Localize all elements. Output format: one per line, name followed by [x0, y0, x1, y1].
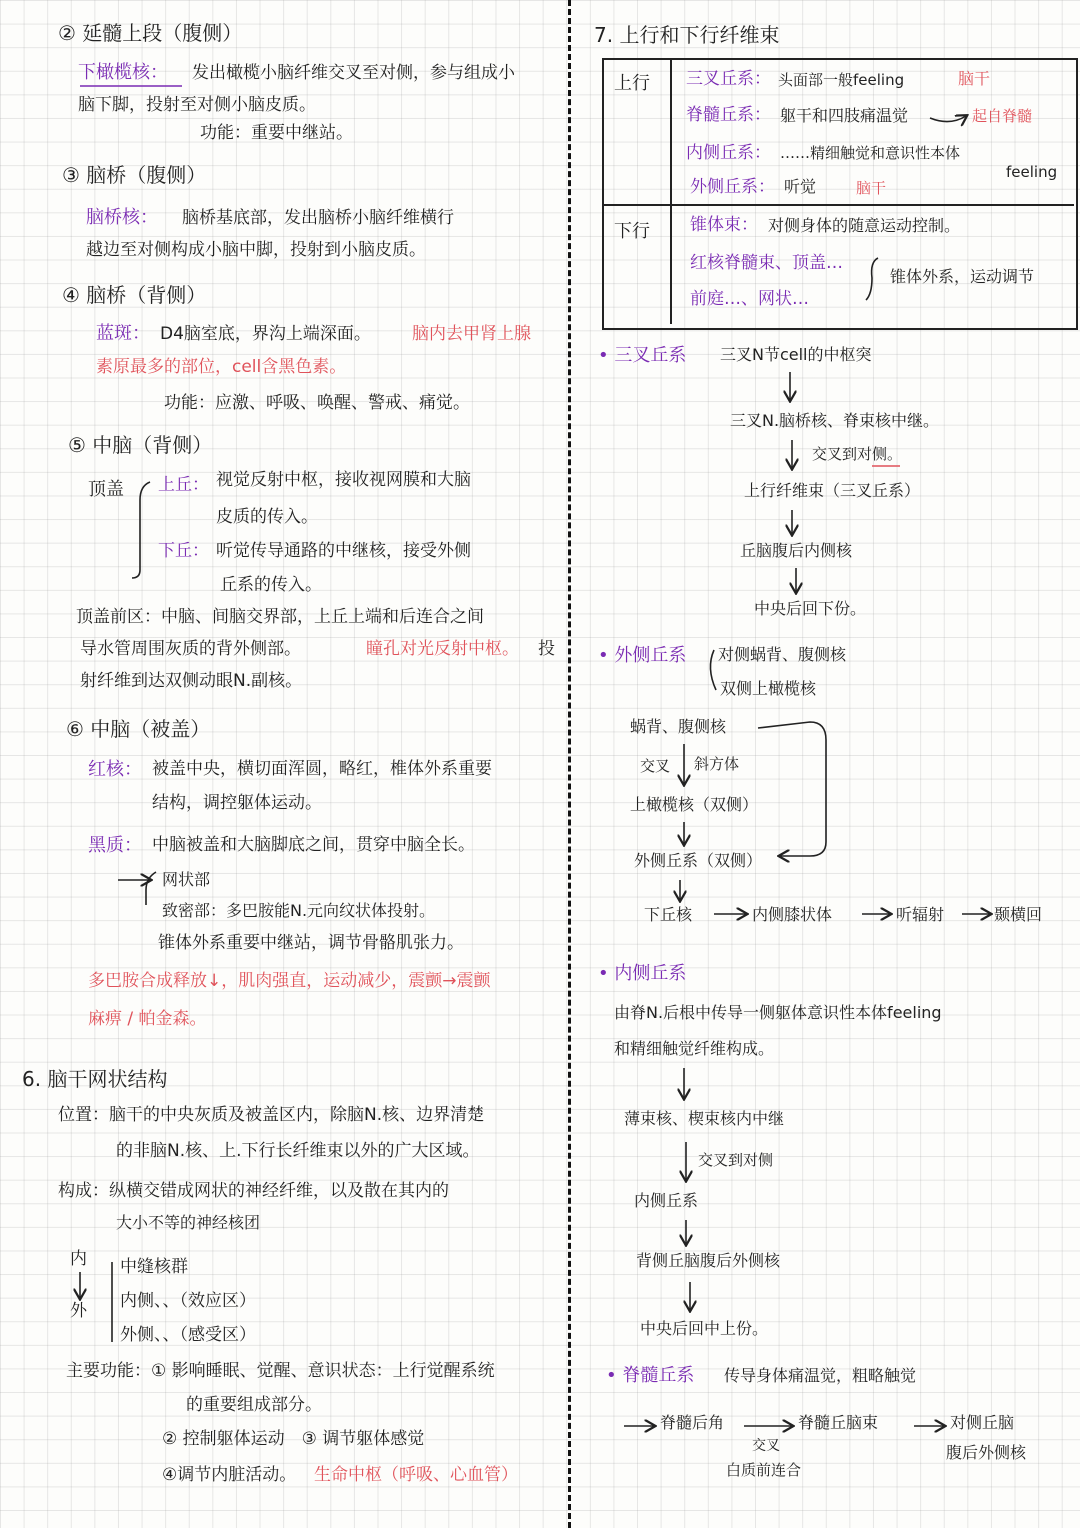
- lateral-lemniscus-origin: 脑干: [856, 179, 887, 197]
- trigeminal-step6: 中央后回下份。: [754, 599, 867, 618]
- reticular-composition-line2: 大小不等的神经核团: [116, 1213, 261, 1232]
- nigra-reticular: 网状部: [162, 870, 211, 889]
- spinal-lemniscus-origin: 起自脊髓: [972, 107, 1033, 125]
- medial-group: 内侧、、（效应区）: [120, 1291, 256, 1311]
- trigeminal-lemniscus-origin: 脑干: [958, 69, 991, 88]
- term-substantia-nigra: 黑质：: [88, 835, 142, 856]
- term-red-nucleus: 红核：: [88, 759, 142, 780]
- lateral-flow-heading: • 外侧丘系: [598, 645, 687, 666]
- reticular-function-line3: ② 控制躯体运动 ③ 调节躯体感觉: [162, 1429, 425, 1449]
- lateral-source1: 对侧蜗背、腹侧核: [718, 645, 847, 664]
- spinal-flow-heading: • 脊髓丘系: [606, 1365, 695, 1386]
- tracts-table: [602, 58, 1078, 330]
- spinal-step3: 对侧丘脑: [950, 1413, 1015, 1432]
- vestibulospinal-reticulospinal-term: 前庭…、网状…: [690, 289, 809, 309]
- section-4-heading: ④ 脑桥（背侧）: [62, 283, 207, 307]
- lateral-cross: 交叉: [640, 757, 671, 775]
- medial-description-line1: 由脊N.后根中传导一侧躯体意识性本体feeling: [614, 1003, 942, 1022]
- medial-description-line2: 和精细触觉纤维构成。: [614, 1039, 775, 1058]
- s3-line1: 脑桥基底部，发出脑桥小脑纤维横行: [182, 208, 454, 228]
- pretectal-line3: 射纤维到达双侧动眼N.副核。: [80, 671, 303, 691]
- lateral-group: 外侧、、（感受区）: [120, 1325, 256, 1345]
- spinal-step1: 脊髓后角: [660, 1413, 725, 1432]
- substantia-nigra-line2: 锥体外系重要中继站，调节骨骼肌张力。: [158, 933, 464, 953]
- vital-center-highlight: 生命中枢（呼吸、心血管）: [314, 1465, 518, 1485]
- tectum-label: 顶盖: [88, 479, 124, 500]
- red-nucleus-line1: 被盖中央，横切面浑圆，略红，椎体外系重要: [152, 759, 492, 779]
- lateral-lemniscus-text: 听觉: [784, 177, 817, 196]
- medial-step2: 交叉到对侧: [698, 1151, 774, 1169]
- ascending-label: 上行: [614, 73, 650, 94]
- trigeminal-step5: 丘脑腹后内侧核: [740, 541, 853, 560]
- section-7-heading: 7. 上行和下行纤维束: [594, 23, 780, 47]
- spinal-lemniscus-text: 躯干和四肢痛温觉: [780, 106, 909, 125]
- inf-colliculus-line1: 听觉传导通路的中继核，接受外侧: [216, 541, 471, 561]
- outer-label: 外: [70, 1301, 87, 1321]
- inner-label: 内: [70, 1249, 87, 1269]
- pyramidal-tract-term: 锥体束：: [690, 215, 758, 235]
- reticular-position-line2: 的非脑N.核、上.下行长纤维束以外的广大区域。: [116, 1141, 480, 1161]
- descending-label: 下行: [614, 221, 650, 242]
- lateral-step3: 外侧丘系（双侧）: [634, 851, 763, 870]
- trigeminal-lemniscus-term: 三叉丘系：: [686, 69, 771, 89]
- section-6-heading: ⑥ 中脑（被盖）: [66, 717, 211, 741]
- parkinson-note-line2: 麻痹 / 帕金森。: [88, 1009, 207, 1029]
- section-3-heading: ③ 脑桥（腹侧）: [62, 163, 207, 187]
- medial-lemniscus-term: 内侧丘系：: [686, 143, 771, 163]
- spinal-step2: 脊髓丘脑束: [798, 1413, 879, 1432]
- raphe-nuclei: 中缝核群: [120, 1257, 188, 1277]
- trigeminal-step2: 三叉N.脑桥核、脊束核中继。: [730, 411, 940, 430]
- red-nucleus-line2: 结构，调控躯体运动。: [152, 793, 322, 813]
- spinal-description: 传导身体痛温觉，粗略触觉: [724, 1366, 917, 1385]
- sup-colliculus-line2: 皮质的传入。: [216, 507, 318, 527]
- reticular-function-line4: ④调节内脏活动。: [162, 1465, 297, 1485]
- s4-line2-highlight: 素原最多的部位，cell含黑色素。: [96, 357, 347, 377]
- spinal-lemniscus-term: 脊髓丘系：: [686, 105, 771, 125]
- lateral-step7: 颞横回: [994, 905, 1043, 924]
- pyramidal-tract-text: 对侧身体的随意运动控制。: [768, 216, 961, 235]
- inf-colliculus-line2: 丘系的传入。: [220, 575, 322, 595]
- pretectal-line1: 顶盖前区：中脑、间脑交界部，上丘上端和后连合之间: [76, 607, 484, 627]
- substantia-nigra-line1: 中脑被盖和大脑脚底之间，贯穿中脑全长。: [152, 835, 475, 855]
- lateral-step2: 上橄榄核（双侧）: [630, 795, 759, 814]
- s3-line2: 越边至对侧构成小脑中脚，投射到小脑皮质。: [86, 240, 426, 260]
- term-inferior-colliculus: 下丘：: [158, 541, 209, 561]
- lateral-lemniscus-term: 外侧丘系：: [690, 177, 775, 197]
- section-5-heading: ⑤ 中脑（背侧）: [68, 433, 213, 457]
- extrapyramidal-note: 锥体外系，运动调节: [890, 267, 1035, 286]
- rubrospinal-tectospinal-term: 红核脊髓束、顶盖…: [690, 253, 843, 273]
- reticular-position-line1: 位置：脑干的中央灰质及被盖区内，除脑N.核、边界清楚: [58, 1105, 485, 1125]
- reticular-function-line2: 的重要组成部分。: [186, 1395, 322, 1415]
- table-col-divider: [670, 60, 672, 324]
- lateral-trapezoid: 斜方体: [694, 755, 740, 773]
- reticular-function-line1: 主要功能：① 影响睡眠、觉醒、意识状态：上行觉醒系统: [66, 1361, 495, 1381]
- trigeminal-step4: 上行纤维束（三叉丘系）: [744, 481, 921, 500]
- lateral-step6: 听辐射: [896, 905, 945, 924]
- reticular-heading: 6. 脑干网状结构: [22, 1067, 168, 1091]
- medial-step4: 背侧丘脑腹后外侧核: [636, 1251, 781, 1270]
- lateral-source2: 双侧上橄榄核: [720, 679, 817, 698]
- medial-lemniscus-text2: feeling: [1006, 163, 1058, 181]
- term-inferior-olivary: 下橄榄核：: [78, 62, 168, 83]
- s2-line3: 功能：重要中继站。: [200, 123, 353, 143]
- lateral-step4: 下丘核: [644, 905, 693, 924]
- s4-line1: D4脑室底，界沟上端深面。: [160, 324, 371, 344]
- term-superior-colliculus: 上丘：: [158, 475, 209, 495]
- s2-line2: 脑下脚，投射至对侧小脑皮质。: [78, 95, 316, 115]
- medial-step5: 中央后回中上份。: [640, 1319, 769, 1338]
- trigeminal-lemniscus-text: 头面部一般feeling: [778, 71, 905, 89]
- term-pontine-nuclei: 脑桥核：: [86, 207, 158, 228]
- trigeminal-flow-heading: • 三叉丘系: [598, 345, 687, 366]
- table-row-divider: [604, 204, 1074, 206]
- sup-colliculus-line1: 视觉反射中枢，接收视网膜和大脑: [216, 470, 471, 490]
- s4-line3: 功能：应激、呼吸、唤醒、警戒、痛觉。: [164, 393, 470, 413]
- pretectal-highlight: 瞳孔对光反射中枢。: [366, 639, 519, 659]
- medial-step3: 内侧丘系: [634, 1191, 699, 1210]
- spinal-cross: 交叉: [752, 1438, 780, 1454]
- parkinson-note-line1: 多巴胺合成释放↓，肌肉强直，运动减少，震颤→震颤: [88, 971, 491, 991]
- nigra-compacta: 致密部：多巴胺能N.元向纹状体投射。: [162, 901, 436, 920]
- pretectal-line2b: 投: [538, 639, 555, 659]
- s2-line1: 发出橄榄小脑纤维交叉至对侧，参与组成小: [192, 63, 515, 83]
- medial-lemniscus-text: ……精细触觉和意识性本体: [780, 144, 961, 162]
- lateral-step1: 蜗背、腹侧核: [630, 717, 727, 736]
- medial-step1: 薄束核、楔束核内中继: [624, 1109, 785, 1128]
- s4-line1-highlight: 脑内去甲肾上腺: [412, 324, 531, 344]
- medial-flow-heading: • 内侧丘系: [598, 963, 687, 984]
- trigeminal-step1: 三叉N节cell的中枢突: [720, 345, 872, 364]
- lateral-step5: 内侧膝状体: [752, 905, 833, 924]
- reticular-composition-line1: 构成：纵横交错成网状的神经纤维，以及散在其内的: [58, 1181, 449, 1201]
- page-divider: [568, 0, 571, 1528]
- spinal-step3b: 腹后外侧核: [946, 1443, 1027, 1462]
- trigeminal-step3: 交叉到对侧。: [812, 445, 903, 463]
- spinal-commissure: 白质前连合: [726, 1461, 802, 1479]
- pretectal-line2a: 导水管周围灰质的背外侧部。: [80, 639, 301, 659]
- term-locus-coeruleus: 蓝斑：: [96, 323, 150, 344]
- section-2-heading: ② 延髓上段（腹侧）: [58, 21, 243, 45]
